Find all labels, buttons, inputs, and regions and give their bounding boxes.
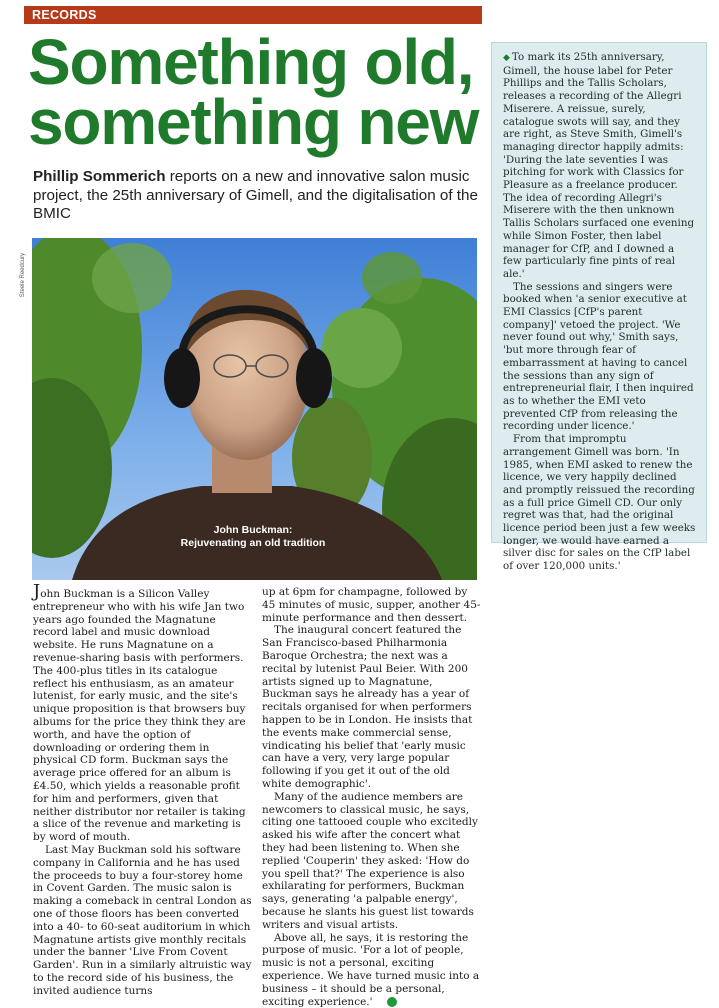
photo-credit (17, 246, 27, 306)
body-paragraph: The inaugural concert featured the San Francisco-based Philharmonia Baroque Orchestra; the next was a recital by lutenist Paul Beier. With 200 artists signed up to Magnatune, Buckman says he already has a year of recitals organised for when performers happen to be in London. He insists that the events make commercial sense, vindicating his belief that 'early music can have a very, very large popular following if you get it out of the old white demographic'. (262, 624, 473, 790)
body-paragraph: Last May Buckman sold his software company in California and he has used the proceeds to buy a four-storey home in Covent Garden. The music salon is making a comeback in central London as one of those floors has been converted into a 40- to 60-seat auditorium in which Magnatune artists give monthly recitals under the banner 'Live From Covent Garden'. Run in a similarly altruistic way to the record side of his business, the invited audience turns (33, 843, 252, 997)
standfirst-text: reports on a new and innovative salon music project, the 25th anniversary of Gimell, and the digitalisation of the BMIC (33, 168, 478, 222)
body-paragraph: up at 6pm for champagne, followed by 45 minutes of music, supper, another 45-minute performance and then dessert. (262, 586, 481, 624)
caption-line-2: Rejuvenating an old tradition (180, 537, 326, 549)
headphone-left (164, 348, 200, 408)
drop-cap: J (33, 581, 41, 602)
end-mark-icon (387, 997, 397, 1007)
headline-line-2: something new (28, 86, 479, 158)
section-label: RECORDS (32, 8, 97, 22)
body-paragraph: John Buckman is a Silicon Valley entrepreneur who with his wife Jan two years ago founded the Magnatune record label and music download website. He runs Magnatune on a revenue-sharing basis with performers. The 400-plus titles in its catalogue reflect his enthusiasm, as an amateur lutenist, for early music, and the site's unique proposition is that browsers buy albums for the price they think they are worth, and have the option of downloading or ordering them in physical CD form. Buckman says the average price offered for an album is £4.50, which yields a reasonable profit for him and performers, given that neither distributor nor retailer is taking a slice of the revenue and marketing is by word of mouth. (33, 581, 246, 844)
body-column-2 (262, 586, 482, 1008)
standfirst (33, 168, 481, 224)
sidebar-paragraph: The sessions and singers were booked when 'a senior executive at EMI Classics [CfP's parent company]' vetoed the project. 'We never found out why,' Smith says, 'but more through fear of embarrassment at having to cancel the sessions than any sign of entrepreneurial flair, I then inquired as to whether the EMI veto prevented CfP from releasing the recording under licence.' (503, 280, 694, 433)
sidebar-paragraph: From that impromptu arrangement Gimell was born. 'In 1985, when EMI asked to renew the licence, we very happily declined and promptly reissued the recording as a full price Gimell CD. Our only regret was that, had the original licence period been just a few weeks longer, we would have earned a silver disc for sales on the CfP label of over 120,000 units.' (503, 433, 696, 573)
body-paragraph: Many of the audience members are newcomers to classical music, he says, citing one tattooed couple who excitedly asked his wife after the concert what they had been listening to. When she replied 'Couperin' they asked: 'How do you spell that?' The experience is also exhilarating for performers, Buckman says, generating 'a palpable energy', because he slants his guest list towards writers and visual artists. (262, 790, 478, 931)
headline (28, 26, 498, 158)
section-bar (24, 6, 482, 24)
author-name: Phillip Sommerich (33, 168, 166, 185)
body-column-1 (33, 581, 253, 998)
body-paragraph: Above all, he says, it is restoring the purpose of music. 'For a lot of people, music is not a personal, exciting experience. We have turned music into a business – it should be a personal, exciting experience.' (262, 931, 480, 1008)
photo-credit-text: Steele Reedcury (20, 252, 26, 298)
headphone-right (296, 348, 332, 408)
sidebar-paragraph: ◆ To mark its 25th anniversary, Gimell, the house label for Peter Phillips and the Tallis Scholars, releases a recording of the Allegri Miserere. A reissue, surely, catalogue swots will say, and they are right, as Steve Smith, Gimell's managing director happily admits: 'During the late seventies I was pitching for work with Classics for Pleasure as a freelance producer. The idea of recording Allegri's Miserere with the then unknown Tallis Scholars surfaced one evening while Simon Foster, then label manager for CfP, and I downed a few particularly fine pints of real ale.' (503, 51, 695, 280)
headline-line-1: Something old, (28, 26, 474, 98)
photo-caption (178, 524, 328, 550)
caption-line-1: John Buckman: (213, 524, 293, 536)
gimell-sidebar (491, 42, 707, 573)
diamond-bullet-icon: ◆ (503, 53, 510, 63)
